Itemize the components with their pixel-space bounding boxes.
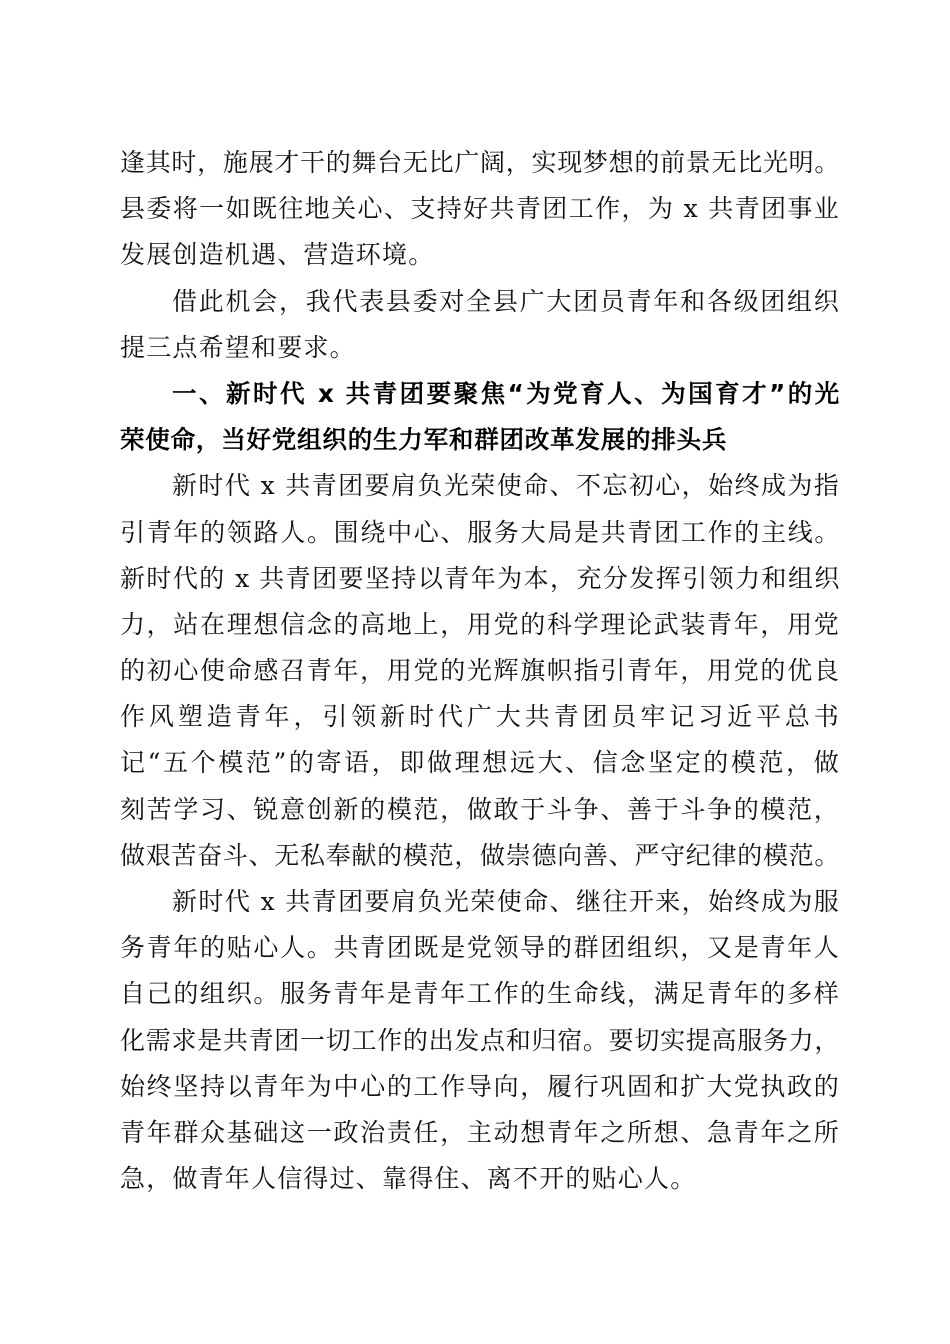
paragraph-line: 刻苦学习、锐意创新的模范，做敢于斗争、善于斗争的模范， bbox=[120, 794, 840, 824]
paragraph-line: 急，做青年人信得过、靠得住、离不开的贴心人。 bbox=[120, 1164, 697, 1194]
paragraph-line: 的初心使命感召青年，用党的光辉旗帜指引青年，用党的优良 bbox=[120, 656, 840, 686]
paragraph-line: 新时代的 x 共青团要坚持以青年为本，充分发挥引领力和组织 bbox=[120, 563, 840, 593]
paragraph-line: 化需求是共青团一切工作的出发点和归宿。要切实提高服务力， bbox=[120, 1025, 840, 1055]
section-heading: 荣使命，当好党组织的生力军和群团改革发展的排头兵 bbox=[120, 425, 728, 455]
paragraph-line: 始终坚持以青年为中心的工作导向，履行巩固和扩大党执政的 bbox=[120, 1071, 840, 1101]
paragraph-line: 县委将一如既往地关心、支持好共青团工作，为 x 共青团事业 bbox=[120, 194, 840, 224]
paragraph-line: 借此机会，我代表县委对全县广大团员青年和各级团组织 bbox=[172, 286, 840, 316]
paragraph-line: 力，站在理想信念的高地上，用党的科学理论武装青年，用党 bbox=[120, 609, 840, 639]
paragraph-line: 新时代 x 共青团要肩负光荣使命、继往开来，始终成为服 bbox=[172, 887, 840, 916]
paragraph-line: 作风塑造青年，引领新时代广大共青团员牢记习近平总书 bbox=[120, 702, 840, 732]
paragraph-line: 记“五个模范”的寄语，即做理想远大、信念坚定的模范，做 bbox=[120, 748, 840, 778]
paragraph-line: 发展创造机遇、营造环境。 bbox=[120, 240, 435, 270]
paragraph-line: 青年群众基础这一政治责任，主动想青年之所想、急青年之所 bbox=[120, 1117, 840, 1147]
paragraph-line: 新时代 x 共青团要肩负光荣使命、不忘初心，始终成为指 bbox=[172, 471, 840, 501]
paragraph-line: 做艰苦奋斗、无私奉献的模范，做崇德向善、严守纪律的模范。 bbox=[120, 840, 840, 870]
paragraph-line: 提三点希望和要求。 bbox=[120, 332, 356, 362]
paragraph-line: 逢其时，施展才干的舞台无比广阔，实现梦想的前景无比光明。 bbox=[120, 148, 840, 177]
paragraph-line: 自己的组织。服务青年是青年工作的生命线，满足青年的多样 bbox=[120, 979, 840, 1009]
section-heading: 一、新时代 x 共青团要聚焦“为党育人、为国育才”的光 bbox=[172, 378, 840, 408]
document-page bbox=[120, 140, 840, 1202]
paragraph-line: 务青年的贴心人。共青团既是党领导的群团组织，又是青年人 bbox=[120, 933, 840, 963]
paragraph-line: 引青年的领路人。围绕中心、服务大局是共青团工作的主线。 bbox=[120, 517, 840, 547]
